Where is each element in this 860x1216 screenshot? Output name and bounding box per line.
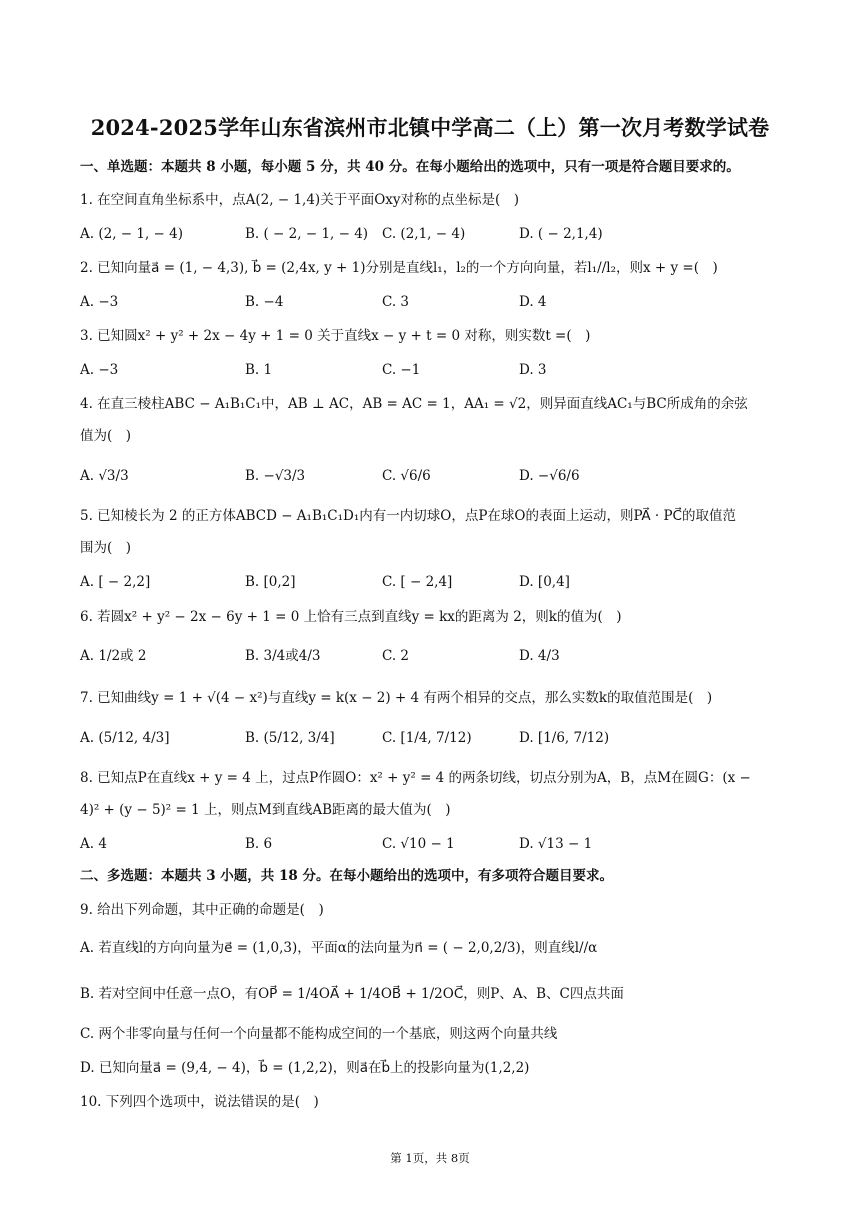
option-b: B. (5/12, 3/4]	[245, 730, 335, 746]
option-d: D. [0,4]	[519, 574, 570, 590]
question-1-options	[80, 222, 780, 246]
option-c: C. √6/6	[382, 468, 431, 484]
option-b: B. −4	[245, 294, 284, 310]
question-4-stem-line1: 4. 在直三棱柱ABC − A₁B₁C₁中，AB ⊥ AC，AB = AC = 1，AA₁ = √2，则异面直线AC₁与BC所成角的余弦	[80, 396, 748, 412]
question-2-options	[80, 290, 780, 314]
option-b: B. −√3/3	[245, 468, 306, 484]
question-6-stem: 6. 若圆x² + y² − 2x − 6y + 1 = 0 上恰有三点到直线y = kx的距离为 2，则k的值为( )	[80, 609, 622, 625]
question-9-option-b: B. 若对空间中任意一点O，有OP⃗ = 1/4OA⃗ + 1/4OB⃗ + 1/2OC⃗，则P、A、B、C四点共面	[80, 986, 624, 1002]
option-b: B. [0,2]	[245, 574, 296, 590]
question-3-stem: 3. 已知圆x² + y² + 2x − 4y + 1 = 0 关于直线x − y + t = 0 对称，则实数t =( )	[80, 328, 591, 344]
option-c: C. 2	[382, 648, 410, 664]
option-d: D. 3	[519, 362, 547, 378]
page-footer: 第 1页，共 8页	[390, 1151, 470, 1165]
option-a: A. 1/2或 2	[80, 648, 147, 664]
option-d: D. −√6/6	[519, 468, 580, 484]
question-8-stem-line2: 4)² + (y − 5)² = 1 上，则点M到直线AB距离的最大值为( )	[80, 802, 451, 818]
question-7-options	[80, 726, 780, 750]
question-4-stem-line2: 值为( )	[80, 428, 132, 444]
question-9-option-c: C. 两个非零向量与任何一个向量都不能构成空间的一个基底，则这两个向量共线	[80, 1026, 558, 1042]
option-b: B. ( − 2, − 1, − 4)	[245, 226, 369, 242]
option-a: A. −3	[80, 362, 119, 378]
option-d: D. 4/3	[519, 648, 560, 664]
question-8-options	[80, 832, 780, 856]
question-5-stem-line1: 5. 已知棱长为 2 的正方体ABCD − A₁B₁C₁D₁内有一内切球O，点P在球O的表面上运动，则PA⃗ · PC⃗的取值范	[80, 508, 736, 524]
question-2-stem: 2. 已知向量a⃗ = (1, − 4,3), b⃗ = (2,4x, y + 1)分别是直线l₁，l₂的一个方向向量，若l₁//l₂，则x + y =( )	[80, 260, 718, 276]
option-c: C. [1/4, 7/12)	[382, 730, 472, 746]
option-b: B. 3/4或4/3	[245, 648, 321, 664]
exam-title: 2024-2025学年山东省滨州市北镇中学高二（上）第一次月考数学试卷	[90, 115, 770, 140]
option-c: C. (2,1, − 4)	[382, 226, 466, 242]
question-4-options	[80, 464, 780, 488]
option-b: B. 1	[245, 362, 273, 378]
option-a: A. −3	[80, 294, 119, 310]
section-single-choice-header: 一、单选题：本题共 8 小题，每小题 5 分，共 40 分。在每小题给出的选项中，只有一项是符合题目要求的。	[80, 159, 740, 175]
option-b: B. 6	[245, 836, 273, 852]
question-5-stem-line2: 围为( )	[80, 540, 132, 556]
question-5-options	[80, 570, 780, 594]
option-c: C. [ − 2,4]	[382, 574, 453, 590]
option-d: D. [1/6, 7/12)	[519, 730, 610, 746]
question-9-option-d: D. 已知向量a⃗ = (9,4, − 4)，b⃗ = (1,2,2)，则a⃗在b⃗上的投影向量为(1,2,2)	[80, 1060, 530, 1076]
option-c: C. −1	[382, 362, 421, 378]
question-3-options	[80, 358, 780, 382]
option-c: C. √10 − 1	[382, 836, 455, 852]
option-a: A. (5/12, 4/3]	[80, 730, 170, 746]
option-a: A. [ − 2,2]	[80, 574, 151, 590]
option-d: D. √13 − 1	[519, 836, 593, 852]
option-a: A. √3/3	[80, 468, 129, 484]
question-7-stem: 7. 已知曲线y = 1 + √(4 − x²)与直线y = k(x − 2) + 4 有两个相异的交点，那么实数k的取值范围是( )	[80, 690, 713, 706]
question-6-options	[80, 644, 780, 668]
question-9-option-a: A. 若直线l的方向向量为e⃗ = (1,0,3)，平面α的法向量为n⃗ = ( − 2,0,2/3)，则直线l//α	[80, 940, 598, 956]
option-c: C. 3	[382, 294, 410, 310]
option-a: A. 4	[80, 836, 107, 852]
question-8-stem-line1: 8. 已知点P在直线x + y = 4 上，过点P作圆O：x² + y² = 4 的两条切线，切点分别为A，B，点M在圆G：(x −	[80, 770, 751, 786]
option-a: A. (2, − 1, − 4)	[80, 226, 184, 242]
question-9-stem: 9. 给出下列命题，其中正确的命题是( )	[80, 902, 324, 918]
question-1-stem: 1. 在空间直角坐标系中，点A(2, − 1,4)关于平面Oxy对称的点坐标是( )	[80, 192, 520, 208]
option-d: D. ( − 2,1,4)	[519, 226, 603, 242]
question-10-stem: 10. 下列四个选项中，说法错误的是( )	[80, 1094, 319, 1110]
option-d: D. 4	[519, 294, 547, 310]
section-multi-choice-header: 二、多选题：本题共 3 小题，共 18 分。在每小题给出的选项中，有多项符合题目要求。	[80, 868, 613, 884]
